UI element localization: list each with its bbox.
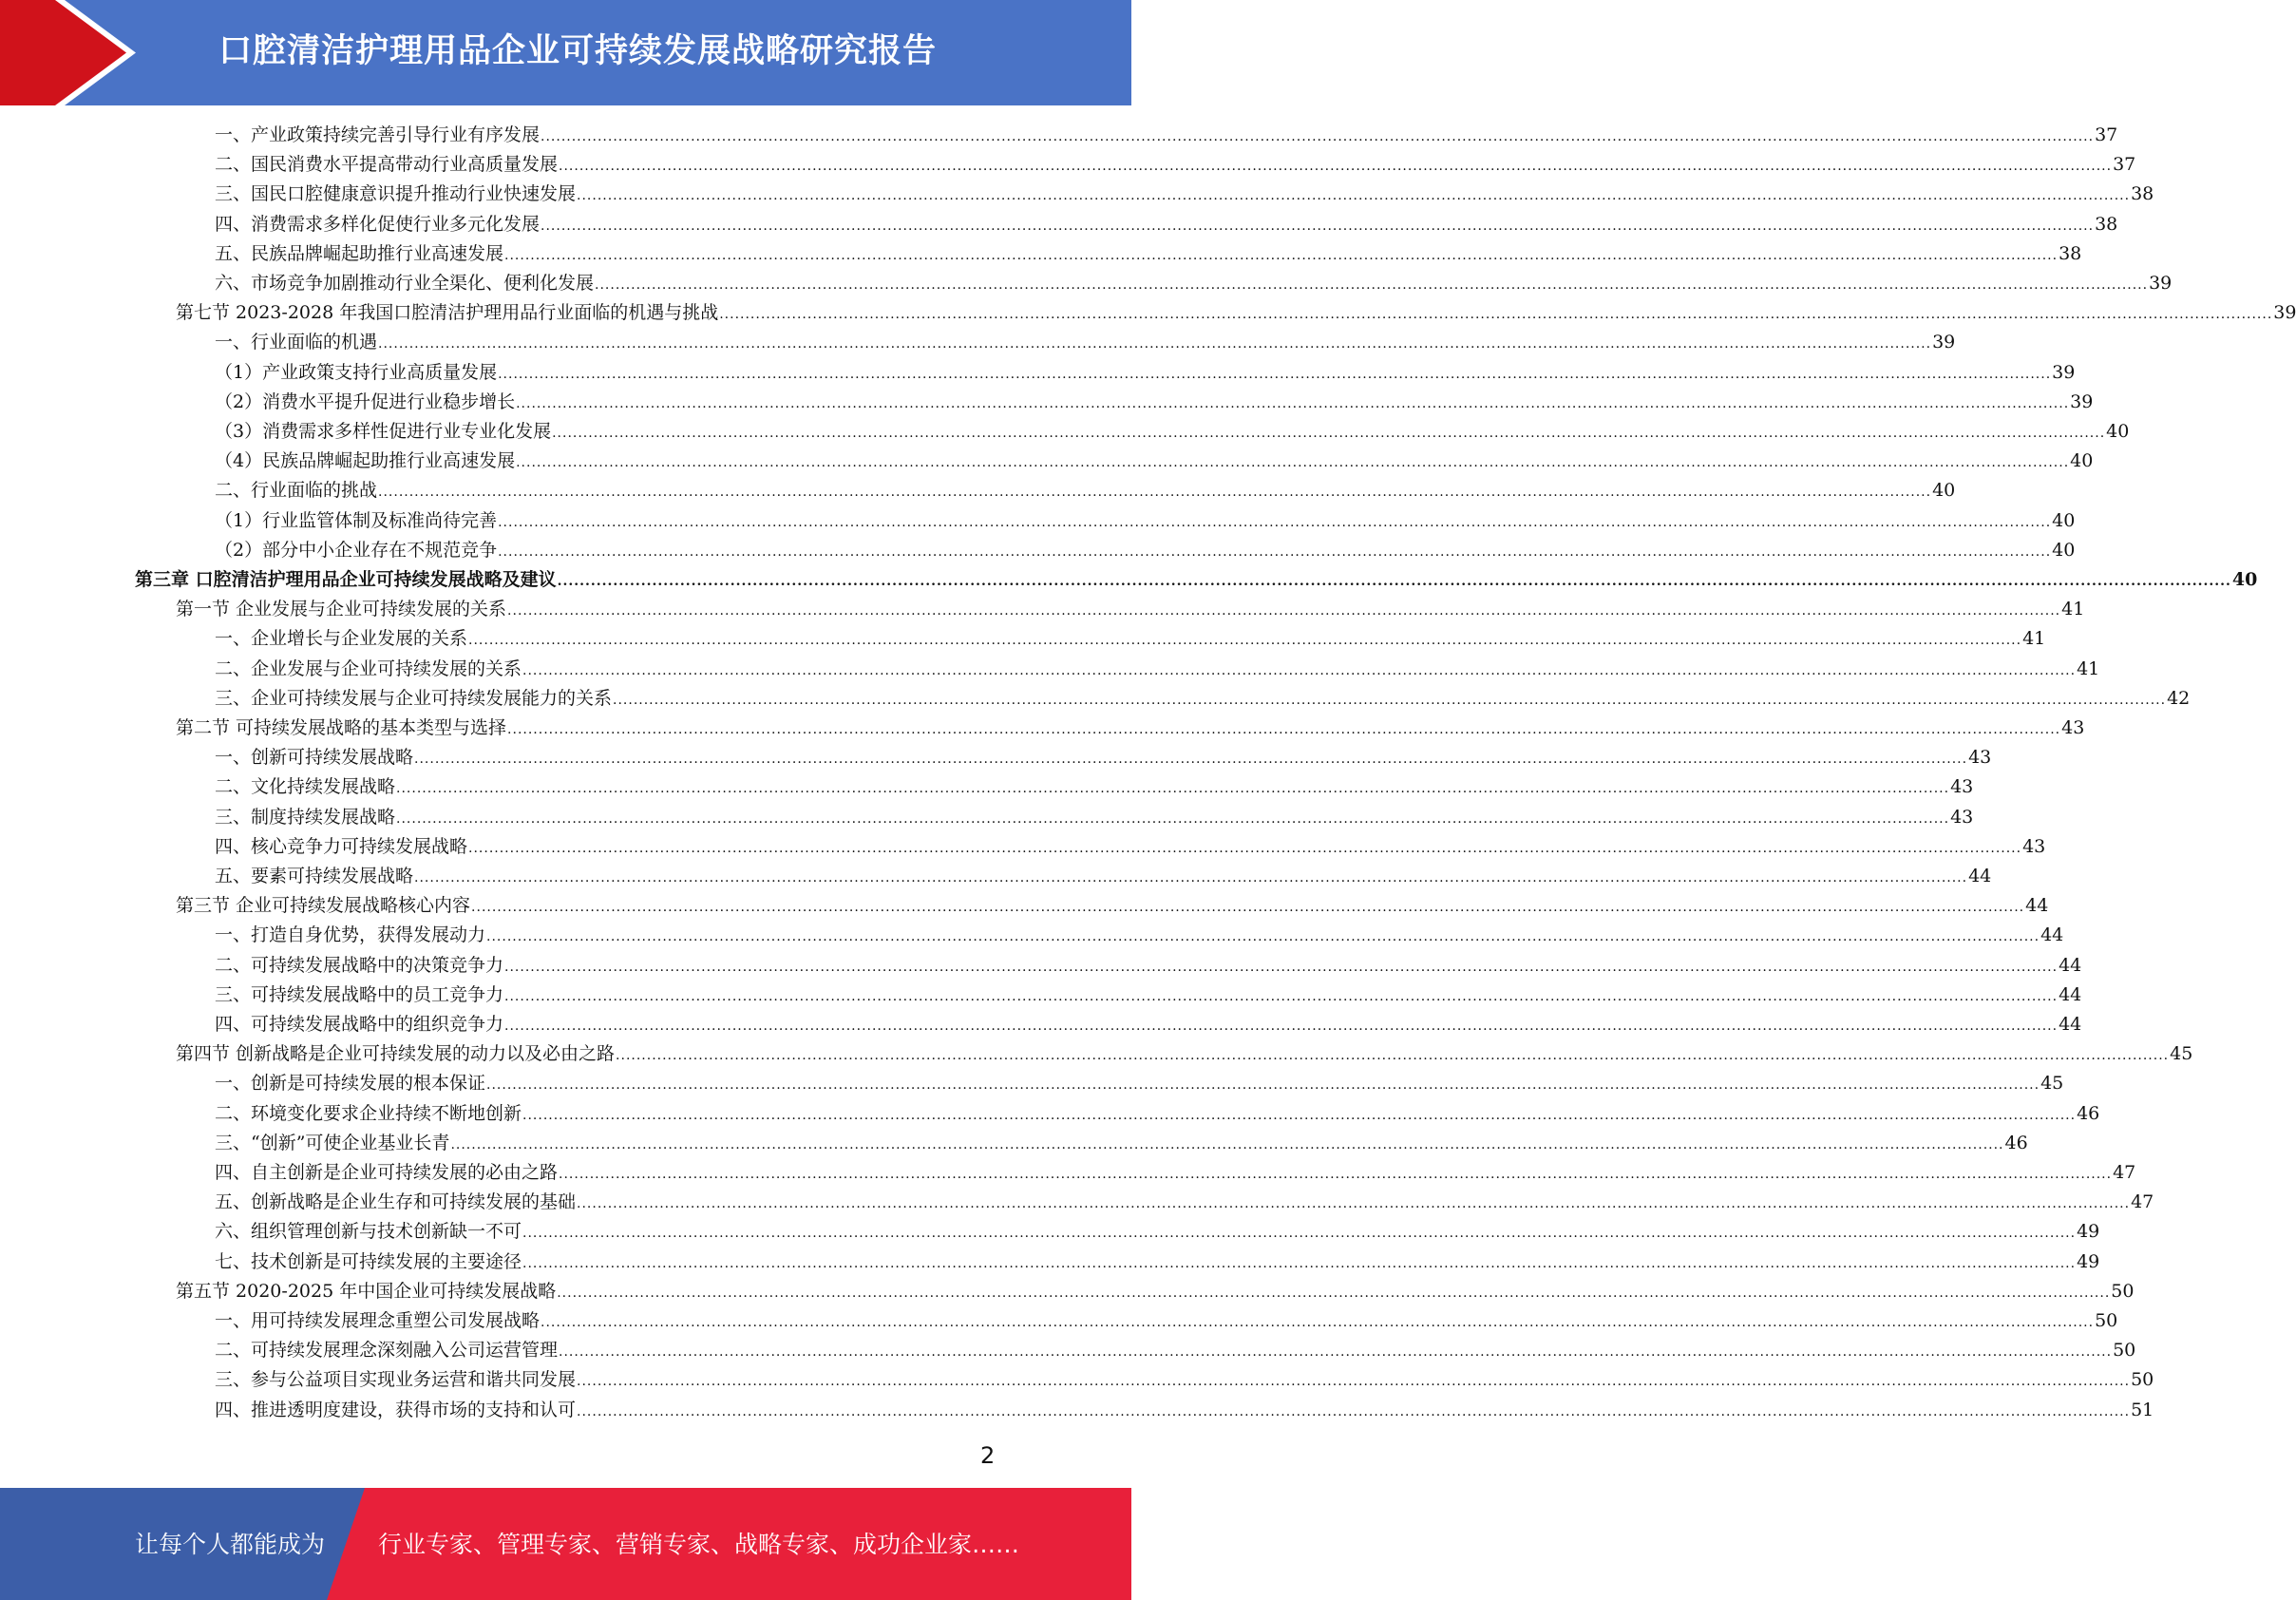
toc-leader-dots: ............................................................................................................................................................................................................................................................................................................ (396, 810, 1950, 827)
toc-page-number: 44 (2059, 983, 2082, 1005)
toc-item-entry[interactable] (215, 417, 2130, 447)
toc-page-number: 39 (1932, 332, 1956, 353)
toc-page-number: 41 (2061, 599, 2085, 620)
toc-entry-title: 四、可持续发展战略中的组织竞争力 (215, 1014, 504, 1035)
toc-page-number: 49 (2077, 1221, 2100, 1243)
toc-item-entry[interactable] (215, 476, 1956, 505)
toc-page-number: 46 (2004, 1132, 2028, 1153)
toc-leader-dots: ............................................................................................................................................................................................................................................................................................................ (468, 633, 2022, 649)
toc-page-number: 43 (2061, 717, 2085, 738)
toc-page-number: 51 (2131, 1399, 2154, 1420)
toc-leader-dots: ............................................................................................................................................................................................................................................................................................................ (507, 722, 2061, 737)
toc-entry-title: 第五节 2020-2025 年中国企业可持续发展战略 (176, 1280, 557, 1302)
toc-item-entry[interactable] (215, 1336, 2136, 1365)
toc-entry-title: 三、“创新”可使企业基业长青 (215, 1132, 450, 1153)
toc-leader-dots: ............................................................................................................................................................................................................................................................................................................ (414, 752, 1968, 768)
toc-entry-title: 六、市场竞争加剧推动行业全渠化、便利化发展 (215, 273, 595, 294)
toc-item-entry[interactable] (215, 655, 2100, 684)
toc-entry-title: 一、产业政策持续完善引导行业有序发展 (215, 124, 541, 145)
toc-item-entry[interactable] (215, 1188, 2154, 1217)
toc-leader-dots: ............................................................................................................................................................................................................................................................................................................ (468, 840, 2022, 856)
toc-entry-title: 二、行业面临的挑战 (215, 480, 378, 502)
toc-section-entry[interactable] (176, 1039, 2193, 1069)
toc-entry-title: 四、消费需求多样化促使行业多元化发展 (215, 213, 541, 235)
toc-page-number: 39 (2149, 273, 2173, 294)
toc-leader-dots: ............................................................................................................................................................................................................................................................................................................ (498, 366, 2052, 382)
toc-entry-title: 第七节 2023-2028 年我国口腔清洁护理用品行业面临的机遇与挑战 (176, 302, 719, 324)
toc-item-entry[interactable] (215, 772, 1974, 802)
toc-page-number: 40 (2231, 569, 2258, 590)
header-arrow-icon (0, 0, 152, 105)
toc-item-entry[interactable] (215, 743, 1992, 772)
toc-leader-dots: ............................................................................................................................................................................................................................................................................................................ (719, 307, 2273, 323)
toc-entry-title: 五、民族品牌崛起助推行业高速发展 (215, 242, 504, 264)
toc-page-number: 39 (2273, 302, 2296, 324)
toc-leader-dots: ............................................................................................................................................................................................................................................................................................................ (504, 247, 2059, 263)
toc-entry-title: （2）部分中小企业存在不规范竞争 (215, 539, 498, 561)
toc-entry-title: 第三节 企业可持续发展战略核心内容 (176, 895, 471, 917)
toc-entry-title: 一、创新可持续发展战略 (215, 747, 414, 769)
toc-item-entry[interactable] (215, 1248, 2100, 1277)
toc-leader-dots: ............................................................................................................................................................................................................................................................................................................ (616, 1048, 2170, 1064)
toc-leader-dots: ............................................................................................................................................................................................................................................................................................................ (557, 1285, 2111, 1301)
toc-item-entry[interactable] (215, 180, 2154, 209)
toc-page-number: 43 (2022, 835, 2046, 857)
toc-leader-dots: ............................................................................................................................................................................................................................................................................................................ (498, 514, 2052, 530)
toc-page-number: 44 (2059, 954, 2082, 976)
toc-entry-title: （1）行业监管体制及标准尚待完善 (215, 509, 498, 531)
toc-leader-dots: ............................................................................................................................................................................................................................................................................................................ (522, 1107, 2077, 1123)
toc-item-entry[interactable] (215, 536, 2076, 565)
toc-leader-dots: ............................................................................................................................................................................................................................................................................................................ (486, 929, 2040, 945)
toc-page-number: 43 (1950, 806, 1974, 828)
toc-leader-dots: ............................................................................................................................................................................................................................................................................................................ (541, 218, 2095, 234)
toc-page-number: 47 (2113, 1162, 2136, 1183)
toc-item-entry[interactable] (215, 388, 2094, 417)
toc-item-entry[interactable] (215, 210, 2118, 239)
toc-entry-title: 六、组织管理创新与技术创新缺一不可 (215, 1221, 522, 1243)
toc-item-entry[interactable] (215, 1129, 2028, 1158)
toc-leader-dots: ............................................................................................................................................................................................................................................................................................................ (577, 1374, 2131, 1390)
toc-page-number: 46 (2077, 1102, 2100, 1124)
toc-page-number: 43 (1950, 776, 1974, 798)
toc-leader-dots: ............................................................................................................................................................................................................................................................................................................ (552, 426, 2106, 441)
toc-leader-dots: ............................................................................................................................................................................................................................................................................................................ (507, 603, 2061, 619)
toc-leader-dots: ............................................................................................................................................................................................................................................................................................................ (559, 1344, 2113, 1361)
footer-slogan-right: 行业专家、管理专家、营销专家、战略专家、成功企业家…… (378, 1531, 1020, 1558)
toc-page-number: 40 (2052, 539, 2076, 561)
toc-page-number: 44 (1968, 866, 1992, 886)
toc-section-entry[interactable] (176, 595, 2085, 624)
toc-leader-dots: ............................................................................................................................................................................................................................................................................................................ (504, 988, 2059, 1004)
toc-leader-dots: ............................................................................................................................................................................................................................................................................................................ (577, 188, 2131, 204)
toc-entry-title: 七、技术创新是可持续发展的主要途径 (215, 1250, 522, 1272)
toc-entry-title: 三、参与公益项目实现业务运营和谐共同发展 (215, 1369, 577, 1391)
toc-leader-dots: ............................................................................................................................................................................................................................................................................................................ (613, 692, 2167, 708)
toc-item-entry[interactable] (215, 328, 1956, 357)
toc-item-entry[interactable] (215, 506, 2076, 536)
footer-slogan-left: 让每个人都能成为 (135, 1531, 326, 1558)
toc-page-number: 43 (1968, 747, 1992, 769)
toc-item-entry[interactable] (215, 358, 2076, 388)
toc-chapter-entry[interactable] (135, 565, 2258, 595)
toc-entry-title: 五、创新战略是企业生存和可持续发展的基础 (215, 1191, 577, 1213)
toc-item-entry[interactable] (215, 832, 2046, 862)
toc-leader-dots: ............................................................................................................................................................................................................................................................................................................ (522, 1226, 2077, 1242)
toc-page-number: 37 (2095, 124, 2118, 145)
toc-page-number: 41 (2077, 657, 2100, 679)
toc-entry-title: 二、可持续发展战略中的决策竞争力 (215, 954, 504, 976)
toc-leader-dots: ............................................................................................................................................................................................................................................................................................................ (486, 1077, 2040, 1094)
toc-page-number: 50 (2095, 1310, 2118, 1331)
toc-page-number: 50 (2111, 1280, 2135, 1302)
toc-leader-dots: ............................................................................................................................................................................................................................................................................................................ (378, 485, 1932, 501)
toc-page-number: 47 (2131, 1191, 2154, 1213)
toc-entry-title: 四、核心竞争力可持续发展战略 (215, 835, 468, 857)
toc-entry-title: 三、制度持续发展战略 (215, 806, 396, 828)
toc-leader-dots: ............................................................................................................................................................................................................................................................................................................ (577, 1403, 2131, 1419)
toc-item-entry[interactable] (215, 447, 2094, 476)
toc-page-number: 49 (2077, 1250, 2100, 1272)
toc-item-entry[interactable] (215, 269, 2173, 298)
toc-leader-dots: ............................................................................................................................................................................................................................................................................................................ (577, 1196, 2131, 1212)
toc-item-entry[interactable] (215, 921, 2064, 950)
toc-item-entry[interactable] (215, 239, 2082, 269)
toc-item-entry[interactable] (215, 684, 2191, 714)
toc-item-entry[interactable] (215, 624, 2046, 654)
toc-entry-title: 一、创新是可持续发展的根本保证 (215, 1073, 486, 1095)
toc-leader-dots: ............................................................................................................................................................................................................................................................................................................ (557, 574, 2231, 589)
toc-page-number: 38 (2059, 242, 2082, 264)
toc-leader-dots: ............................................................................................................................................................................................................................................................................................................ (541, 1315, 2095, 1330)
report-title: 口腔清洁护理用品企业可持续发展战略研究报告 (218, 32, 938, 70)
toc-item-entry[interactable] (215, 951, 2082, 981)
toc-item-entry[interactable] (215, 1010, 2082, 1039)
toc-entry-title: 二、可持续发展理念深刻融入公司运营管理 (215, 1340, 559, 1362)
toc-page-number: 50 (2131, 1369, 2154, 1391)
toc-entry-title: 三、企业可持续发展与企业可持续发展能力的关系 (215, 687, 613, 709)
toc-entry-title: （3）消费需求多样性促进行业专业化发展 (215, 421, 552, 442)
toc-entry-title: 一、行业面临的机遇 (215, 332, 378, 353)
toc-leader-dots: ............................................................................................................................................................................................................................................................................................................ (595, 277, 2149, 293)
toc-page-number: 44 (2040, 924, 2064, 946)
toc-entry-title: 二、国民消费水平提高带动行业高质量发展 (215, 154, 559, 176)
toc-entry-title: 三、可持续发展战略中的员工竞争力 (215, 983, 504, 1005)
toc-page-number: 40 (2106, 421, 2130, 442)
toc-entry-title: 二、文化持续发展战略 (215, 776, 396, 798)
toc-page-number: 39 (2070, 390, 2094, 412)
toc-leader-dots: ............................................................................................................................................................................................................................................................................................................ (450, 1136, 2004, 1152)
toc-page-number: 38 (2131, 183, 2154, 205)
toc-item-entry[interactable] (215, 1069, 2064, 1098)
header-banner (0, 0, 1131, 105)
toc-leader-dots: ............................................................................................................................................................................................................................................................................................................ (378, 336, 1932, 352)
toc-leader-dots: ............................................................................................................................................................................................................................................................................................................ (414, 870, 1968, 886)
toc-entry-title: （4）民族品牌崛起助推行业高速发展 (215, 450, 516, 472)
toc-item-entry[interactable] (215, 981, 2082, 1010)
toc-leader-dots: ............................................................................................................................................................................................................................................................................................................ (396, 781, 1950, 797)
toc-entry-title: 一、打造自身优势，获得发展动力 (215, 924, 486, 946)
toc-leader-dots: ............................................................................................................................................................................................................................................................................................................ (504, 959, 2059, 975)
toc-entry-title: 三、国民口腔健康意识提升推动行业快速发展 (215, 183, 577, 205)
toc-entry-title: 二、环境变化要求企业持续不断地创新 (215, 1102, 522, 1124)
toc-page-number: 40 (2070, 450, 2094, 472)
toc-leader-dots: ............................................................................................................................................................................................................................................................................................................ (541, 129, 2095, 144)
toc-item-entry[interactable] (215, 803, 1974, 832)
toc-page-number: 45 (2040, 1073, 2064, 1095)
toc-section-entry[interactable] (176, 891, 2049, 921)
toc-leader-dots: ............................................................................................................................................................................................................................................................................................................ (471, 900, 2025, 916)
toc-page-number: 41 (2022, 628, 2046, 650)
toc-leader-dots: ............................................................................................................................................................................................................................................................................................................ (516, 395, 2070, 411)
toc-page-number: 38 (2095, 213, 2118, 235)
toc-page-number: 50 (2113, 1340, 2136, 1362)
toc-section-entry[interactable] (176, 298, 2296, 328)
toc-entry-title: 一、企业增长与企业发展的关系 (215, 628, 468, 650)
toc-item-entry[interactable] (215, 1158, 2136, 1188)
toc-page-number: 39 (2052, 361, 2076, 383)
toc-page-number: 44 (2059, 1014, 2082, 1035)
toc-item-entry[interactable] (215, 1099, 2100, 1129)
toc-entry-title: 第一节 企业发展与企业可持续发展的关系 (176, 599, 507, 620)
toc-leader-dots: ............................................................................................................................................................................................................................................................................................................ (504, 1019, 2059, 1034)
toc-page-number: 42 (2167, 687, 2191, 709)
toc-page-number: 45 (2170, 1043, 2193, 1065)
toc-page-number: 44 (2025, 895, 2049, 917)
toc-page-number: 37 (2113, 154, 2136, 176)
toc-section-entry[interactable] (176, 1277, 2135, 1306)
toc-entry-title: 第四节 创新战略是企业可持续发展的动力以及必由之路 (176, 1043, 616, 1065)
toc-item-entry[interactable] (215, 1365, 2154, 1395)
toc-leader-dots: ............................................................................................................................................................................................................................................................................................................ (522, 1255, 2077, 1271)
toc-entry-title: 第三章 口腔清洁护理用品企业可持续发展战略及建议 (135, 569, 557, 590)
toc-page-number: 40 (1932, 480, 1956, 502)
toc-leader-dots: ............................................................................................................................................................................................................................................................................................................ (559, 1167, 2113, 1182)
footer-banner (0, 1488, 1131, 1600)
toc-item-entry[interactable] (215, 1396, 2154, 1425)
toc-item-entry[interactable] (215, 1217, 2100, 1247)
toc-item-entry[interactable] (215, 862, 1992, 891)
toc-entry-title: 四、自主创新是企业可持续发展的必由之路 (215, 1162, 559, 1183)
toc-item-entry[interactable] (215, 1306, 2118, 1336)
toc-entry-title: 二、企业发展与企业可持续发展的关系 (215, 657, 522, 679)
toc-entry-title: 一、用可持续发展理念重塑公司发展战略 (215, 1310, 541, 1331)
toc-entry-title: 四、推进透明度建设，获得市场的支持和认可 (215, 1399, 577, 1420)
toc-entry-title: （2）消费水平提升促进行业稳步增长 (215, 390, 516, 412)
toc-item-entry[interactable] (215, 121, 2118, 150)
toc-leader-dots: ............................................................................................................................................................................................................................................................................................................ (559, 159, 2113, 175)
toc-leader-dots: ............................................................................................................................................................................................................................................................................................................ (498, 543, 2052, 560)
toc-entry-title: 第二节 可持续发展战略的基本类型与选择 (176, 717, 507, 738)
toc-leader-dots: ............................................................................................................................................................................................................................................................................................................ (516, 455, 2070, 471)
toc-entry-title: （1）产业政策支持行业高质量发展 (215, 361, 498, 383)
toc-entry-title: 五、要素可持续发展战略 (215, 866, 414, 886)
toc-section-entry[interactable] (176, 714, 2085, 743)
page-number: 2 (980, 1442, 996, 1469)
toc-leader-dots: ............................................................................................................................................................................................................................................................................................................ (522, 662, 2077, 678)
toc-page-number: 40 (2052, 509, 2076, 531)
toc-item-entry[interactable] (215, 150, 2136, 180)
